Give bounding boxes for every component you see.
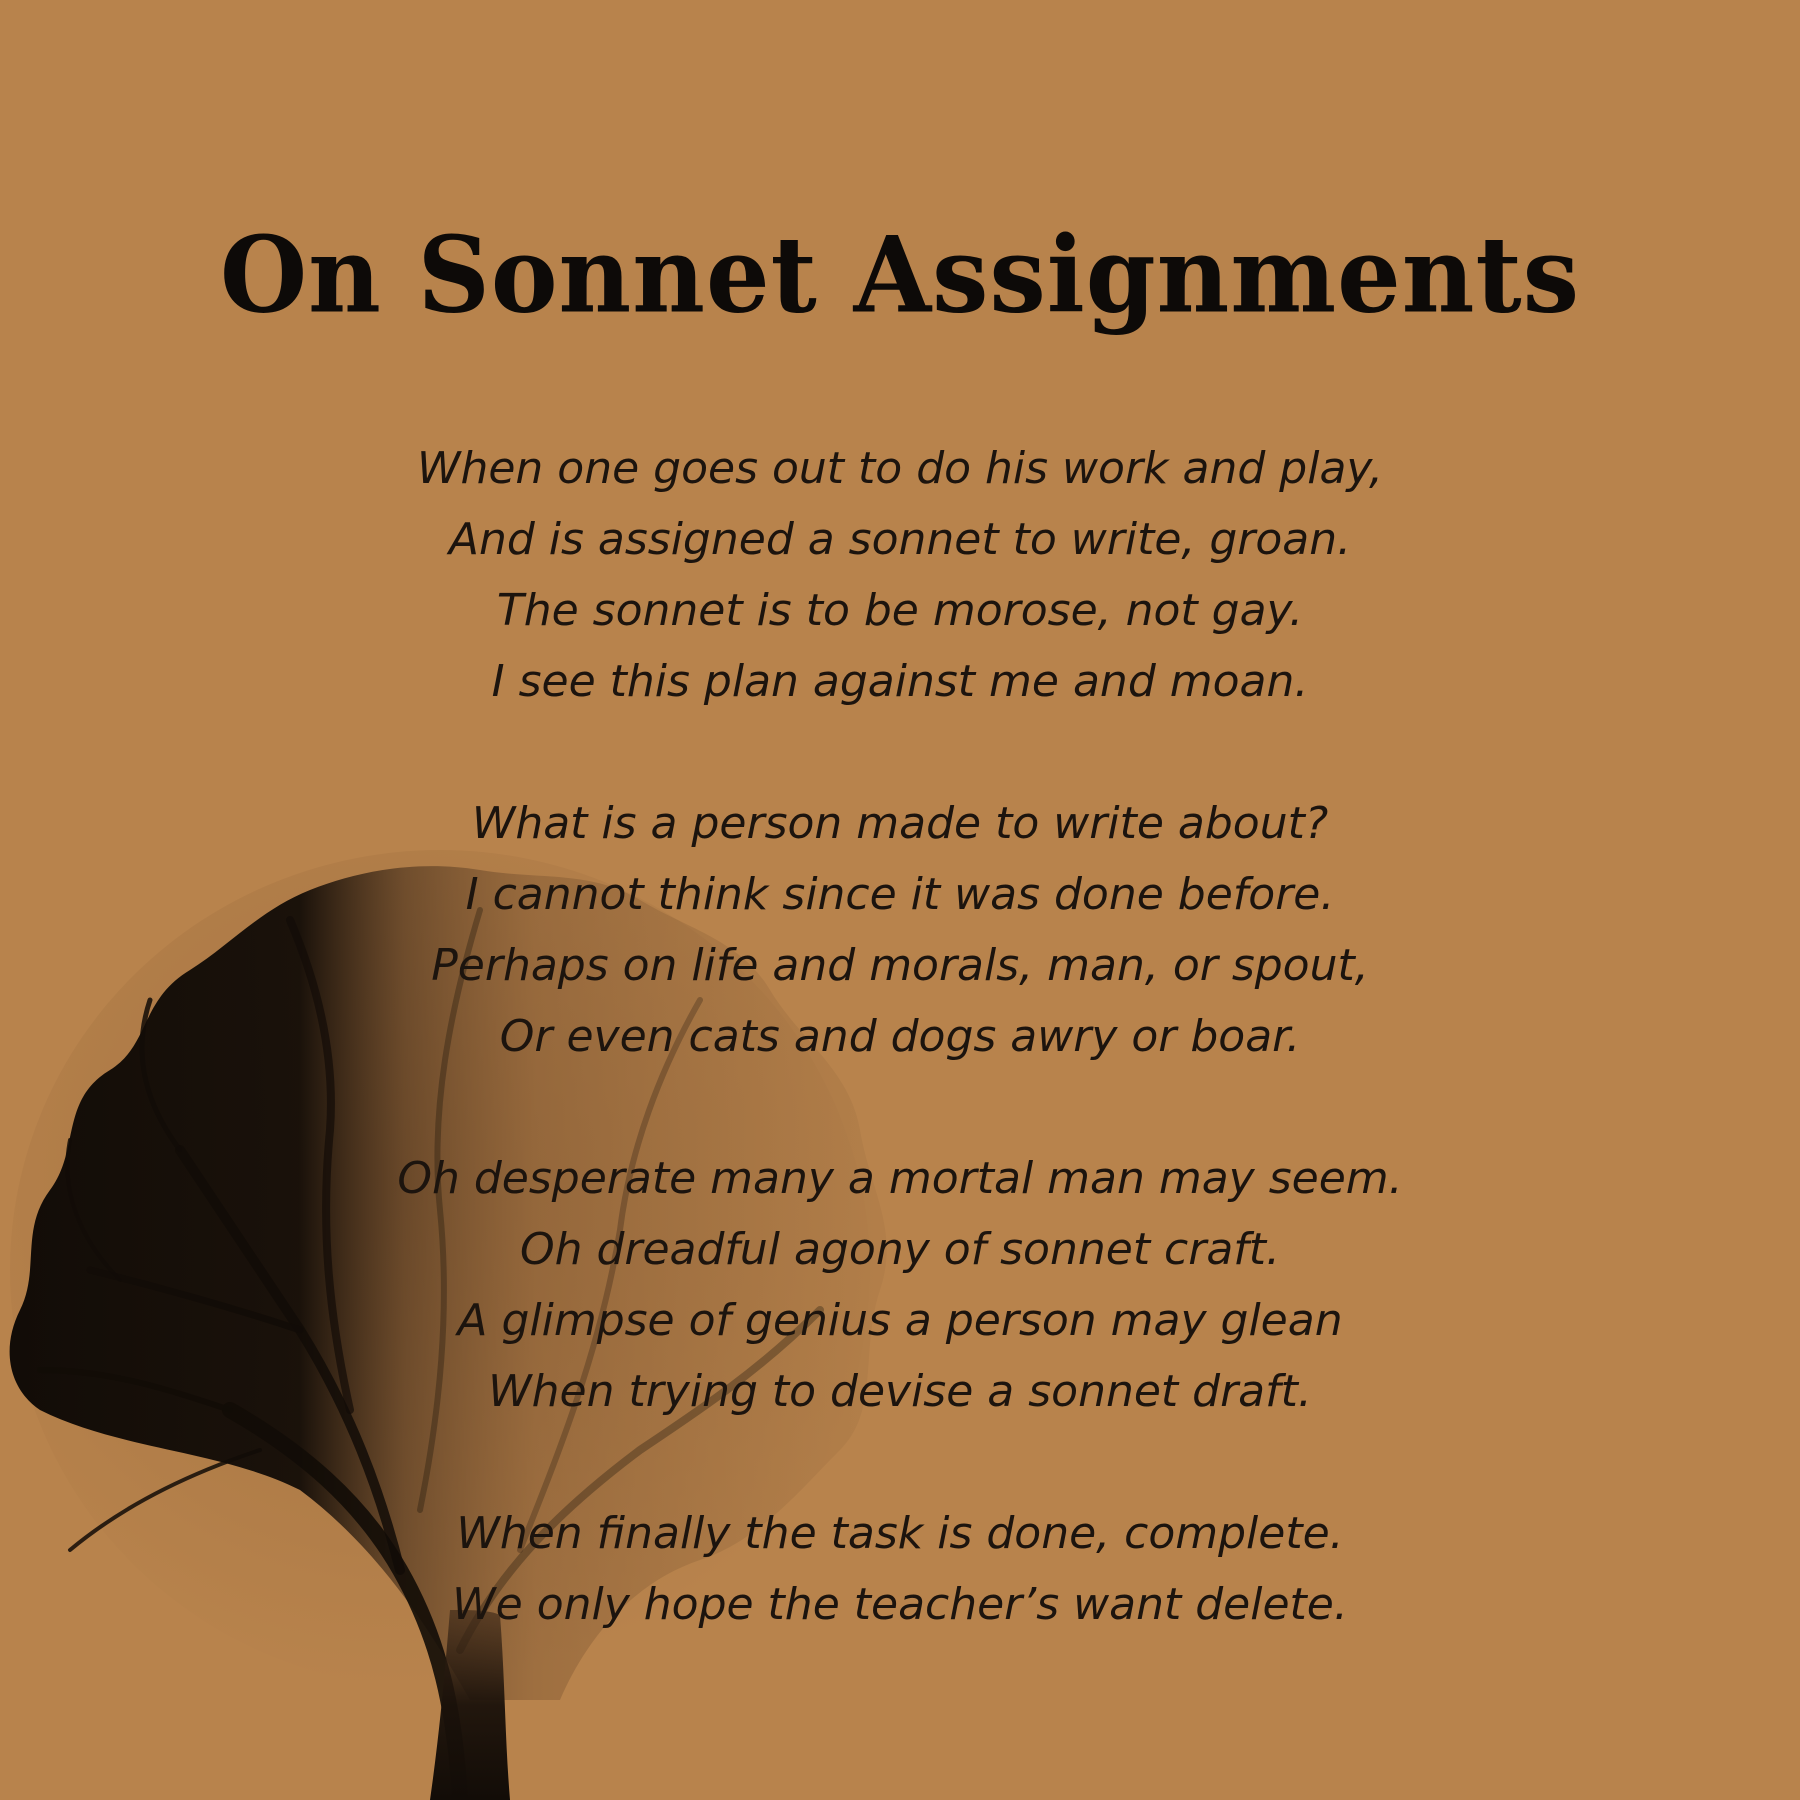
- poem-line: Oh dreadful agony of sonnet craft.: [519, 1224, 1281, 1275]
- poem-body: [0, 433, 1800, 1640]
- poem-line: The sonnet is to be morose, not gay.: [496, 585, 1304, 636]
- poem-line: And is assigned a sonnet to write, groan.: [448, 514, 1352, 565]
- poem-line: We only hope the teacher’s want delete.: [452, 1579, 1348, 1630]
- poem-title: On Sonnet Assignments: [219, 213, 1580, 337]
- stanza-3: [0, 1143, 1800, 1427]
- poem-line: I see this plan against me and moan.: [491, 656, 1309, 707]
- poem-line: Oh desperate many a mortal man may seem.: [397, 1153, 1403, 1204]
- poem-line: When trying to devise a sonnet draft.: [488, 1366, 1312, 1417]
- poem-line: I cannot think since it was done before.: [465, 869, 1335, 920]
- poem-line: A glimpse of genius a person may glean: [457, 1295, 1343, 1346]
- stanza-1: [0, 433, 1800, 717]
- poem-line: What is a person made to write about?: [471, 798, 1329, 849]
- poem-line: When finally the task is done, complete.: [456, 1508, 1344, 1559]
- stanza-2: [0, 788, 1800, 1072]
- poem-line: Or even cats and dogs awry or boar.: [499, 1011, 1301, 1062]
- couplet: [0, 1498, 1800, 1640]
- poem-line: When one goes out to do his work and play,: [416, 443, 1384, 494]
- poem-line: Perhaps on life and morals, man, or spout,: [431, 940, 1369, 991]
